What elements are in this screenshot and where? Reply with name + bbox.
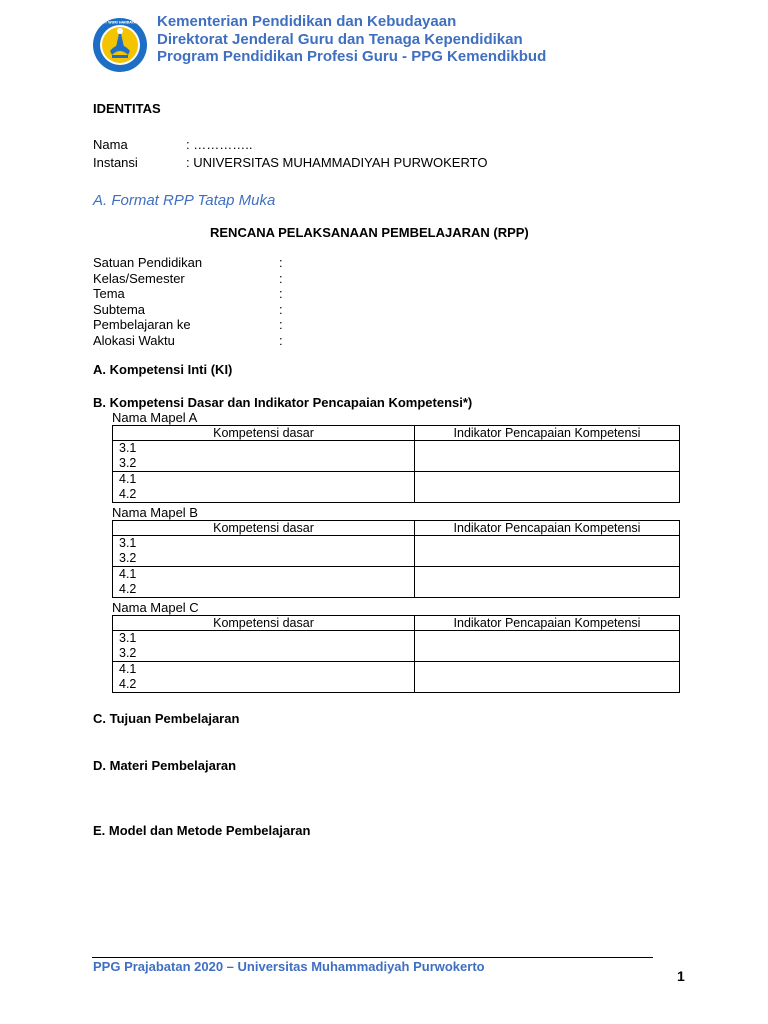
field-sep: : bbox=[279, 270, 283, 286]
footer-divider bbox=[92, 957, 653, 958]
field-label: Pembelajaran ke bbox=[93, 317, 191, 332]
indikator-cell[interactable] bbox=[415, 631, 680, 662]
header-program: Program Pendidikan Profesi Guru - PPG Kemendikbud bbox=[157, 48, 547, 65]
field-label: Tema bbox=[93, 286, 125, 301]
table-row: 3.1 3.2 bbox=[113, 441, 680, 472]
indikator-cell[interactable] bbox=[415, 472, 680, 503]
heading-kompetensi-inti: A. Kompetensi Inti (KI) bbox=[93, 362, 233, 377]
page-number: 1 bbox=[677, 968, 685, 984]
col-kompetensi-dasar: Kompetensi dasar bbox=[113, 521, 415, 536]
footer-text: PPG Prajabatan 2020 – Universitas Muhammadiyah Purwokerto bbox=[93, 959, 485, 974]
col-indikator: Indikator Pencapaian Kompetensi bbox=[415, 521, 680, 536]
indikator-cell[interactable] bbox=[415, 662, 680, 693]
field-sep: : bbox=[279, 286, 283, 301]
header-directorate: Direktorat Jenderal Guru dan Tenaga Kependidikan bbox=[157, 30, 523, 48]
col-kompetensi-dasar: Kompetensi dasar bbox=[113, 426, 415, 441]
identitas-title: IDENTITAS bbox=[93, 101, 161, 116]
heading-tujuan: C. Tujuan Pembelajaran bbox=[93, 711, 240, 726]
indikator-cell[interactable] bbox=[415, 536, 680, 567]
indikator-cell[interactable] bbox=[415, 567, 680, 598]
field-label: Subtema bbox=[93, 301, 146, 317]
field-label: Alokasi Waktu bbox=[93, 332, 175, 348]
table-row: 4.1 4.2 bbox=[113, 567, 680, 598]
table-row: 4.1 4.2 bbox=[113, 472, 680, 503]
nama-value: : ………….. bbox=[186, 137, 253, 152]
col-kompetensi-dasar: Kompetensi dasar bbox=[113, 616, 415, 631]
field-sep: : bbox=[279, 301, 283, 317]
mapel-a-name: Nama Mapel A bbox=[112, 410, 198, 425]
field-separators bbox=[279, 255, 283, 348]
nama-label: Nama bbox=[93, 137, 128, 152]
field-label: Satuan Pendidikan bbox=[93, 255, 203, 270]
field-sep: : bbox=[279, 255, 283, 270]
letterhead bbox=[92, 13, 592, 75]
col-indikator: Indikator Pencapaian Kompetensi bbox=[415, 616, 680, 631]
field-sep: : bbox=[279, 317, 283, 332]
mapel-a-table bbox=[112, 425, 680, 503]
table-row: 3.1 3.2 bbox=[113, 536, 680, 567]
tut-wuri-handayani-logo-icon bbox=[92, 17, 148, 73]
instansi-value: : UNIVERSITAS MUHAMMADIYAH PURWOKERTO bbox=[186, 155, 488, 170]
mapel-c-table bbox=[112, 615, 680, 693]
mapel-b-name: Nama Mapel B bbox=[112, 505, 198, 520]
section-a-heading: A. Format RPP Tatap Muka bbox=[93, 192, 276, 209]
header-ministry: Kementerian Pendidikan dan Kebudayaan bbox=[157, 13, 457, 30]
heading-kompetensi-dasar: B. Kompetensi Dasar dan Indikator Pencapaian Kompetensi*) bbox=[93, 395, 473, 410]
instansi-label: Instansi bbox=[93, 155, 138, 170]
field-labels bbox=[93, 255, 202, 348]
field-label: Kelas/Semester bbox=[93, 270, 185, 286]
mapel-b-table bbox=[112, 520, 680, 598]
rpp-title: RENCANA PELAKSANAAN PEMBELAJARAN (RPP) bbox=[210, 225, 529, 240]
table-row: 3.1 3.2 bbox=[113, 631, 680, 662]
col-indikator: Indikator Pencapaian Kompetensi bbox=[415, 426, 680, 441]
field-sep: : bbox=[279, 332, 283, 348]
heading-materi: D. Materi Pembelajaran bbox=[93, 758, 237, 773]
logo-lettering: TUT WURI HANDAYANI bbox=[100, 20, 140, 25]
indikator-cell[interactable] bbox=[415, 441, 680, 472]
mapel-c-name: Nama Mapel C bbox=[112, 600, 199, 615]
table-row: 4.1 4.2 bbox=[113, 662, 680, 693]
heading-model-metode: E. Model dan Metode Pembelajaran bbox=[93, 823, 311, 838]
